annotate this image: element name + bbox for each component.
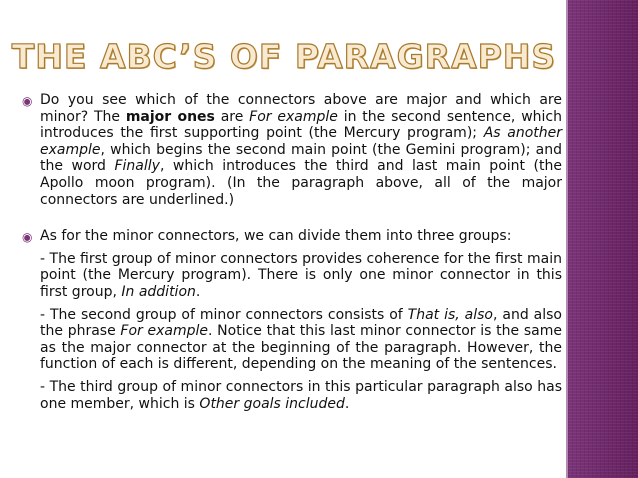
italic-text: Finally bbox=[114, 158, 160, 175]
text-run: . bbox=[344, 395, 350, 412]
radio-bullet-icon: ◉ bbox=[22, 94, 33, 108]
text-run: , which introduces the third and last main point (the Apollo moon program). (In the paragraph above, all of the major connectors are underlined.) bbox=[40, 158, 562, 208]
text-run: . Notice that this last minor connector is the same as the major connector at the beginning of the paragraph. However, the function of each is different, depending on the meaning of the sentences. bbox=[40, 323, 562, 373]
italic-text: As another example bbox=[40, 125, 562, 158]
text-run: are bbox=[214, 108, 250, 125]
bullet-item-minor-connectors bbox=[22, 228, 562, 245]
sub-paragraph-third-group bbox=[22, 379, 562, 412]
text-run: , and also the phrase bbox=[40, 306, 562, 340]
text-run: - The second group of minor connectors consists of bbox=[40, 306, 408, 323]
bullet-item-major-connectors bbox=[22, 92, 562, 208]
decorative-sidebar bbox=[568, 0, 638, 478]
text-run: As for the minor connectors, we can divide them into three groups: bbox=[40, 228, 512, 245]
text-run: . bbox=[195, 283, 201, 300]
spacer bbox=[22, 208, 562, 228]
sub-paragraph-first-group bbox=[22, 251, 562, 301]
text-run: - The first group of minor connectors provides coherence for the first main point (the Mercury program). There is only one minor connector in this first group, bbox=[40, 250, 562, 300]
italic-text: For example bbox=[249, 108, 338, 125]
text-run: , which begins the second main point (the Gemini program); and the word bbox=[40, 141, 562, 175]
bold-text: major ones bbox=[125, 108, 215, 125]
sub-paragraph-second-group bbox=[22, 307, 562, 373]
text-run: Do you see which of the connectors above are major and which are minor? The bbox=[40, 92, 562, 125]
italic-text: Other goals included bbox=[199, 395, 345, 412]
slide-title: THE ABC’S OF PARAGRAPHS bbox=[11, 37, 557, 76]
italic-text: For example bbox=[120, 323, 209, 340]
italic-text: That is, also bbox=[407, 306, 493, 323]
radio-bullet-icon: ◉ bbox=[22, 230, 33, 245]
text-run: - The third group of minor connectors in this particular paragraph also has one member, which is bbox=[40, 378, 562, 412]
italic-text: In addition bbox=[121, 283, 196, 300]
text-run: in the second sentence, which introduces the first supporting point (the Mercury program); bbox=[40, 108, 562, 142]
slide-content bbox=[22, 92, 562, 412]
